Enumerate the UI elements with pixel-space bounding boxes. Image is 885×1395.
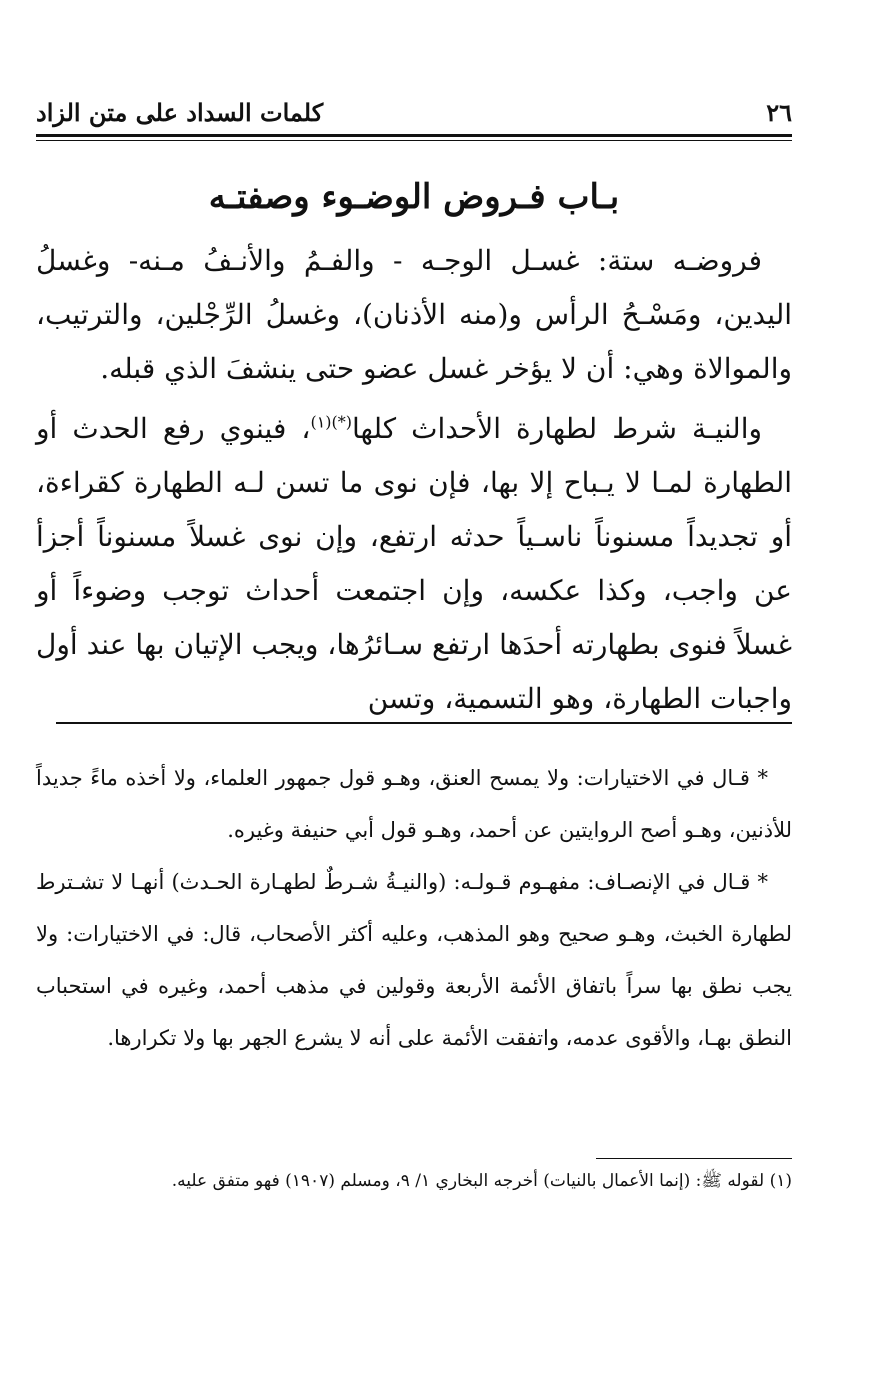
main-text (36, 234, 792, 726)
footnote-divider (596, 1158, 792, 1159)
footnote: (١) لقوله ﷺ: (إنما الأعمال بالنيات) أخرجه البخاري ١/ ٩، ومسلم (١٩٠٧) فهو متفق عليه. (171, 1171, 792, 1191)
main-paragraph (36, 402, 792, 726)
main-paragraph-rest: ، فينوي رفع الحدث أو الطهارة لمـا لا يـباح إلا بها، فإن نوى ما تسن لـه الطهارة كقراءة، أو تجديداً مسنوناً ناسـياً حدثه ارتفع، وإن نوى غسلاً مسنوناً أجزأ عن واجب، وكذا عكسه، وإن اجتمعت أحداث توجب وضوءاً أو غسلاً فنوى بطهارته أحدَها ارتفع سـائرُها، ويجب الإتيان بها عند أول واجبات الطهارة، وهو التسمية، وتسن (36, 412, 792, 715)
page-number: ٢٦ (766, 98, 792, 127)
main-paragraph-start: والنيـة شرط لطهارة الأحداث كلها (352, 412, 762, 445)
footnote-reference: (*)(١) (310, 412, 353, 432)
chapter-title: بـاب فـروض الوضـوء وصفتـه (208, 177, 620, 217)
running-title: كلمات السداد على متن الزاد (36, 98, 324, 127)
commentary-notes (36, 752, 792, 1064)
header-rule-thin (36, 140, 792, 141)
notes-divider (56, 722, 792, 724)
running-header (36, 96, 792, 130)
main-paragraph: فروضـه ستة: غسـل الوجـه - والفـمُ والأنـفُ مـنه- وغسلُ اليدين، ومَسْـحُ الرأس و(منه الأذنان)، وغسلُ الرِّجْلين، والترتيب، والموالاة وهي: أن لا يؤخر غسل عضو حتى ينشفَ الذي قبله. (36, 244, 792, 385)
header-rule (36, 134, 792, 137)
commentary-note: * قـال في الاختيارات: ولا يمسح العنق، وهـو قول جمهور العلماء، ولا أخذه ماءً جديداً للأذنين، وهـو أصح الروايتين عن أحمد، وهـو قول أبي حنيفة وغيره. (36, 766, 792, 842)
commentary-note: * قـال في الإنصـاف: مفهـوم قـولـه: (والنيـةُ شـرطٌ لطهـارة الحـدث) أنهـا لا تشـترط لطهارة الخبث، وهـو صحيح وهو المذهب، وعليه أكثر الأصحاب، قال: في الاختيارات: ولا يجب نطق بها سراً باتفاق الأئمة الأربعة وقولين في مذهب أحمد، وغيره في استحباب النطق بهـا، والأقوى عدمه، واتفقت الأئمة على أنه لا يشرع الجهر بها ولا تكرارها. (36, 870, 792, 1050)
